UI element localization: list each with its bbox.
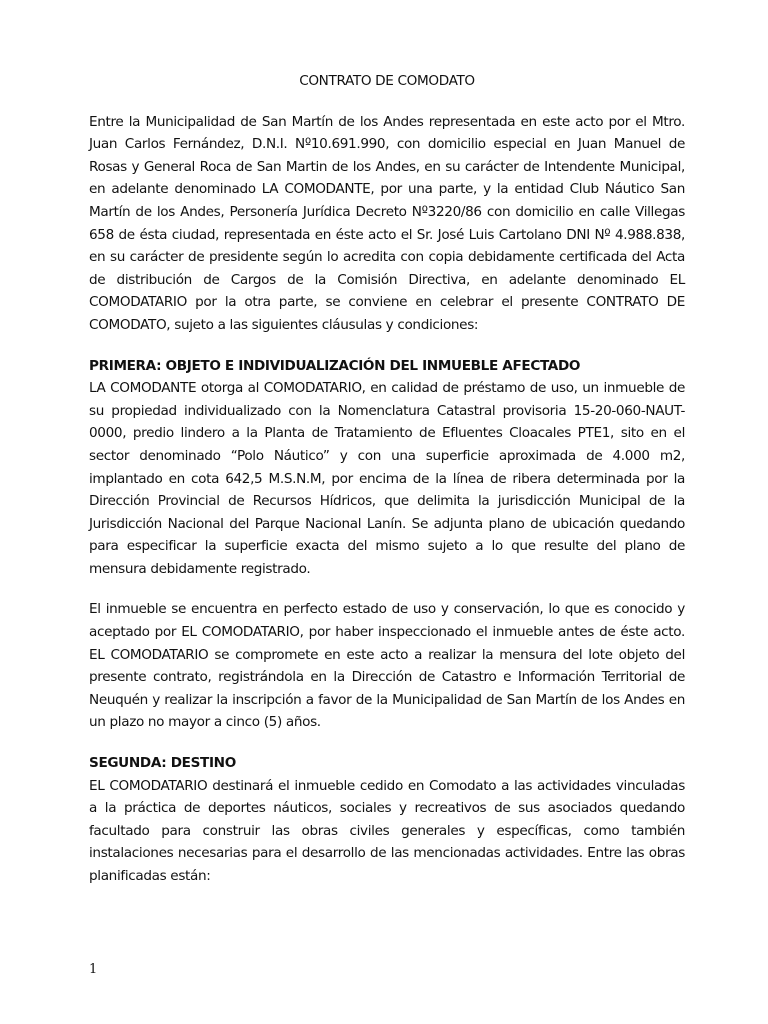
document-title: CONTRATO DE COMODATO (299, 73, 475, 89)
clause-2-paragraph-1: EL COMODATARIO destinará el inmueble cedido en Comodato a las actividades vinculadas a la práctica de deportes náuticos, sociales y recreativos de sus asociados quedando facultado para construir las obras civiles generales y específicas, como también instalaciones necesarias para el desarrollo de las mencionadas actividades. Entre las obras planificadas están: (89, 777, 685, 884)
intro-paragraph: Entre la Municipalidad de San Martín de los Andes representada en este acto por el Mtro. Juan Carlos Fernández, D.N.I. Nº10.691.990, con domicilio especial en Juan Manuel de Rosas y General Roca de San Martin de los Andes, en su carácter de Intendente Municipal, en adelante denominado LA COMODANTE, por una parte, y la entidad Club Náutico San Martín de los Andes, Personería Jurídica Decreto Nº3220/86 con domicilio en calle Villegas 658 de ésta ciudad, representada en éste acto el Sr. José Luis Cartolano DNI Nº 4.988.838, en su carácter de presidente según lo acredita con copia debidamente certificada del Acta de distribución de Cargos de la Comisión Directiva, en adelante denominado EL COMODATARIO por la otra parte, se conviene en celebrar el presente CONTRATO DE COMODATO, sujeto a las siguientes cláusulas y condiciones: (89, 113, 685, 333)
clause-1-heading: PRIMERA: OBJETO E INDIVIDUALIZACIÓN DEL INMUEBLE AFECTADO (89, 357, 581, 374)
clause-1-paragraph-2: El inmueble se encuentra en perfecto estado de uso y conservación, lo que es conocido y aceptado por EL COMODATARIO, por haber inspeccionado el inmueble antes de éste acto. EL COMODATARIO se compromete en este acto a realizar la mensura del lote objeto del presente contrato, registrándola en la Dirección de Catastro e Información Territorial de Neuquén y realizar la inscripción a favor de la Municipalidad de San Martín de los Andes en un plazo no mayor a cinco (5) años. (89, 601, 685, 731)
clause-2-heading: SEGUNDA: DESTINO (89, 755, 236, 772)
page-number: 1 (89, 962, 98, 977)
document-page (89, 70, 685, 906)
clause-1-paragraph-1: LA COMODANTE otorga al COMODATARIO, en calidad de préstamo de uso, un inmueble de su propiedad individualizado con la Nomenclatura Catastral provisoria 15-20-060-NAUT-0000, predio lindero a la Planta de Tratamiento de Efluentes Cloacales PTE1, sito en el sector denominado “Polo Náutico” y con una superficie aproximada de 4.000 m2, implantado en cota 642,5 M.S.N.M, por encima de la línea de ribera determinada por la Dirección Provincial de Recursos Hídricos, que delimita la jurisdicción Municipal de la Jurisdicción Nacional del Parque Nacional Lanín. Se adjunta plano de ubicación quedando para especificar la superficie exacta del mismo sujeto a lo que resulte del plano de mensura debidamente registrado. (89, 380, 685, 577)
